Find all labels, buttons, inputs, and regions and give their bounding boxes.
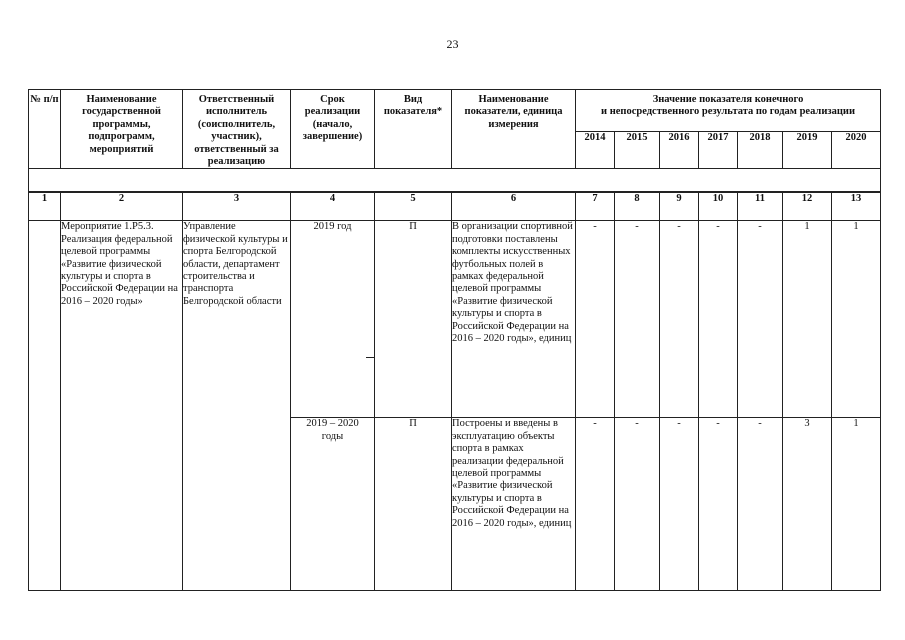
column-number: 9 <box>660 192 699 221</box>
row-type: П <box>375 221 452 418</box>
row-value-2020: 1 <box>832 221 881 418</box>
row-type: П <box>375 418 452 591</box>
row-indicator: Построены и введены в эксплуатацию объекты спорта в рамках реализации федеральной целевой программы «Развитие физической культуры и спорта в Российской Федерации на 2016 – 2020 годы», единиц <box>452 418 576 591</box>
row-value-2018: - <box>738 221 783 418</box>
row-value-2017: - <box>699 221 738 418</box>
row-value-2019: 1 <box>783 221 832 418</box>
header-year-2018: 2018 <box>738 131 783 169</box>
row-value-2020: 1 <box>832 418 881 591</box>
header-name: Наименование государственной программы, подпрограмм, мероприятий <box>61 90 183 169</box>
header-year-2016: 2016 <box>660 131 699 169</box>
column-number: 12 <box>783 192 832 221</box>
column-number: 6 <box>452 192 576 221</box>
row-term: 2019 – 2020 годы <box>291 418 375 591</box>
header-year-2019: 2019 <box>783 131 832 169</box>
row-value-2015: - <box>615 221 660 418</box>
row-value-2016: - <box>660 418 699 591</box>
column-number: 4 <box>291 192 375 221</box>
row-responsible: Управление физической культуры и спорта Белгородской области, департамент строительства и транспорта Белгородской области <box>183 221 291 591</box>
page-number: 23 <box>446 37 459 51</box>
header-values-group <box>576 90 881 132</box>
header-indicator: Наименование показатели, единица измерения <box>452 90 576 169</box>
column-number: 1 <box>29 192 61 221</box>
column-number: 7 <box>576 192 615 221</box>
row-value-2017: - <box>699 418 738 591</box>
stray-mark <box>366 357 374 358</box>
column-number-row <box>29 192 881 221</box>
header-values-line1: Значение показателя конечного <box>652 94 804 105</box>
header-spacer <box>29 169 881 193</box>
column-number: 11 <box>738 192 783 221</box>
row-value-2014: - <box>576 418 615 591</box>
header-values-line2: и непосредственного результата по годам реализации <box>601 106 855 118</box>
row-value-2015: - <box>615 418 660 591</box>
header-term: Срок реализации (начало, завершение) <box>291 90 375 169</box>
row-value-2014: - <box>576 221 615 418</box>
header-num: № п/п <box>29 90 61 169</box>
header-year-2014: 2014 <box>576 131 615 169</box>
header-responsible: Ответственный исполнитель (соисполнитель, участник), ответственный за реализацию <box>183 90 291 169</box>
column-number: 2 <box>61 192 183 221</box>
row-value-2019: 3 <box>783 418 832 591</box>
header-year-2017: 2017 <box>699 131 738 169</box>
column-number: 5 <box>375 192 452 221</box>
column-number: 8 <box>615 192 660 221</box>
header-year-2020: 2020 <box>832 131 881 169</box>
table-row <box>29 221 881 418</box>
column-number: 13 <box>832 192 881 221</box>
header-year-2015: 2015 <box>615 131 660 169</box>
row-value-2016: - <box>660 221 699 418</box>
row-num <box>29 221 61 591</box>
column-number: 10 <box>699 192 738 221</box>
row-term: 2019 год <box>291 221 375 418</box>
indicators-table <box>28 89 881 591</box>
column-number: 3 <box>183 192 291 221</box>
row-name: Мероприятие 1.Р5.3. Реализация федеральной целевой программы «Развитие физической культуры и спорта в Российской Федерации на 2016 – 2020 годы» <box>61 221 183 591</box>
row-value-2018: - <box>738 418 783 591</box>
row-indicator: В организации спортивной подготовки поставлены комплекты искусственных футбольных полей в рамках федеральной целевой программы «Развитие физической культуры и спорта в Российской Федерации на 2016 – 2020 годы», единиц <box>452 221 576 418</box>
header-type: Вид показателя* <box>375 90 452 169</box>
